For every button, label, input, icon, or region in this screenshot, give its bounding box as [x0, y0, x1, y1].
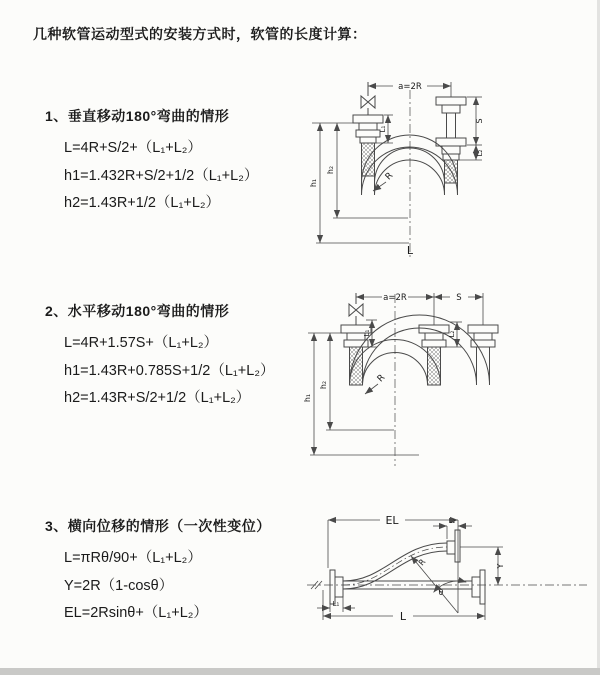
dim-label-R: R	[416, 557, 428, 568]
dim-label-L1: L₁	[332, 600, 340, 608]
formula-L: L=4R+1.57S+（L₁+L₂）	[64, 335, 219, 351]
page-title: 几种软管运动型式的安装方式时，软管的长度计算：	[33, 26, 367, 42]
dim-label-L1: L₁	[379, 125, 387, 133]
formula-h1: h1=1.43R+0.785S+1/2（L₁+L₂）	[64, 362, 275, 379]
dim-label-h2: h₂	[319, 380, 328, 390]
dim-label-L1: L₁	[363, 329, 371, 337]
dim-L2	[433, 526, 472, 539]
page-edge-bottom	[0, 668, 600, 675]
section-vertical-movement	[45, 106, 258, 218]
dim-label-L: L	[406, 244, 414, 257]
dim-label-R: R	[383, 170, 396, 183]
dim-label-a2R: a=2R	[383, 293, 407, 303]
diagram-horizontal-180-svg	[300, 280, 560, 475]
diagram-vertical-180-svg	[300, 68, 550, 266]
dim-label-h1: h₁	[309, 178, 318, 188]
dim-h1-h2	[308, 333, 419, 455]
dim-EL	[328, 520, 458, 568]
section-3-formulas	[64, 545, 271, 628]
dim-label-EL: EL	[385, 514, 399, 527]
left-flange	[330, 570, 343, 604]
diagram-lateral-svg	[295, 500, 595, 650]
dim-label-L2: L₂	[448, 517, 456, 525]
formula-h2: h2=1.43R+S/2+1/2（L₁+L₂）	[64, 390, 251, 406]
section-horizontal-movement	[45, 301, 274, 413]
angle-theta-construction	[411, 520, 466, 613]
valve-icon	[349, 304, 363, 316]
section-2-formulas	[64, 330, 274, 413]
dim-label-L: L	[399, 610, 407, 623]
formula-h1: h1=1.432R+S/2+1/2（L₁+L₂）	[64, 167, 259, 184]
section-3-heading: 3、横向位移的情形（一次性变位）	[45, 518, 271, 534]
straight-pipe	[343, 570, 485, 604]
dim-label-theta: θ	[438, 588, 444, 597]
formula-EL: EL=2Rsinθ+（L₁+L₂）	[64, 605, 208, 621]
dim-label-L2: L₂	[448, 330, 456, 338]
formula-Y: Y=2R（1-cosθ）	[64, 577, 174, 594]
dim-label-S: S	[456, 293, 462, 303]
formula-L: L=πRθ/90+（L₁+L₂）	[64, 550, 202, 566]
diagram-lateral-displacement	[295, 500, 595, 650]
section-2-heading: 2、水平移动180°弯曲的情形	[45, 303, 230, 319]
hose-u-bend	[362, 135, 458, 195]
dim-label-h1: h₁	[303, 393, 312, 403]
formula-h2: h2=1.43R+1/2（L₁+L₂）	[64, 195, 221, 211]
diagram-horizontal-180	[300, 280, 560, 475]
dim-label-Y: Y	[496, 563, 505, 569]
valve-icon	[361, 96, 375, 108]
dim-label-R: R	[375, 372, 388, 385]
leader-R	[365, 384, 378, 394]
dim-label-h2: h₂	[326, 165, 335, 175]
section-1-formulas	[64, 135, 258, 218]
dim-label-a2R: a=2R	[398, 82, 422, 92]
dim-label-S: S	[475, 118, 484, 124]
braided-hose-section	[428, 347, 441, 385]
section-lateral-displacement	[45, 516, 271, 628]
formula-L: L=4R+S/2+（L₁+L₂）	[64, 140, 202, 156]
section-1-heading: 1、垂直移动180°弯曲的情形	[45, 108, 230, 124]
s-curve-hose	[343, 530, 460, 589]
dim-label-L2: L₂	[476, 149, 484, 157]
diagram-vertical-180	[300, 68, 550, 266]
